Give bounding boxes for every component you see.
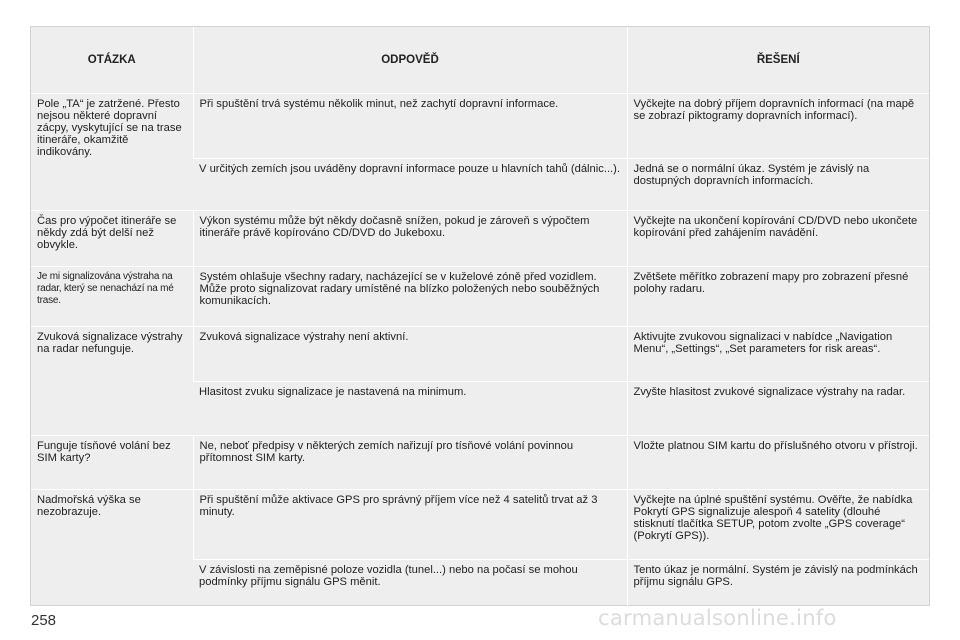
solution-cell: Zvyšte hlasitost zvukové signalizace výstrahy na radar. [627, 382, 929, 436]
question-cell: Funguje tísňové volání bez SIM karty? [31, 436, 193, 490]
solution-cell: Vyčkejte na úplné spuštění systému. Ověřte, že nabídka Pokrytí GPS signalizuje alespoň 4 satelity (dlouhé stisknutí tlačítka SETUP, potom zvolte „GPS coverage“ (Pokrytí GPS)). [627, 490, 929, 560]
answer-cell: V určitých zemích jsou uváděny dopravní informace pouze u hlavních tahů (dálnic...). [193, 159, 627, 211]
header-question: OTÁZKA [31, 27, 193, 94]
answer-cell: Při spuštění trvá systému několik minut, než zachytí dopravní informace. [193, 94, 627, 159]
faq-table [31, 27, 929, 616]
header-solution: ŘEŠENÍ [627, 27, 929, 94]
table-row [31, 94, 929, 159]
solution-cell: Zvětšete měřítko zobrazení mapy pro zobrazení přesné polohy radaru. [627, 267, 929, 327]
table-row [31, 327, 929, 382]
solution-cell: Tento úkaz je normální. Systém je závislý na podmínkách příjmu signálu GPS. [627, 560, 929, 616]
question-cell: Zvuková signalizace výstrahy na radar nefunguje. [31, 327, 193, 436]
solution-cell: Aktivujte zvukovou signalizaci v nabídce „Navigation Menu“, „Settings“, „Set parameters for risk areas“. [627, 327, 929, 382]
answer-cell: Ne, neboť předpisy v některých zemích nařizují pro tísňové volání povinnou přítomnost SIM karty. [193, 436, 627, 490]
header-answer: ODPOVĚĎ [193, 27, 627, 94]
answer-cell: Systém ohlašuje všechny radary, nacházející se v kuželové zóně před vozidlem. Může proto signalizovat radary umístěné na blízko položených nebo souběžných komunikacích. [193, 267, 627, 327]
question-cell: Nadmořská výška se nezobrazuje. [31, 490, 193, 616]
header-row [31, 27, 929, 94]
faq-table-container [30, 26, 930, 606]
answer-cell: V závislosti na zeměpisné poloze vozidla (tunel...) nebo na počasí se mohou podmínky příjmu signálu GPS měnit. [193, 560, 627, 616]
question-cell: Pole „TA“ je zatržené. Přesto nejsou některé dopravní zácpy, vyskytující se na trase itineráře, okamžitě indikovány. [31, 94, 193, 211]
answer-cell: Výkon systému může být někdy dočasně snížen, pokud je zároveň s výpočtem itineráře právě kopírováno CD/DVD do Jukeboxu. [193, 211, 627, 267]
table-row [31, 490, 929, 560]
question-cell: Čas pro výpočet itineráře se někdy zdá být delší než obvykle. [31, 211, 193, 267]
watermark: carmanualsonline.info [598, 606, 837, 630]
table-row [31, 436, 929, 490]
question-cell: Je mi signalizována výstraha na radar, který se nenachází na mé trase. [31, 267, 193, 327]
answer-cell: Zvuková signalizace výstrahy není aktivní. [193, 327, 627, 382]
answer-cell: Hlasitost zvuku signalizace je nastavená na minimum. [193, 382, 627, 436]
page-number: 258 [31, 612, 57, 629]
solution-cell: Vyčkejte na ukončení kopírování CD/DVD nebo ukončete kopírování před zahájením navádění. [627, 211, 929, 267]
solution-cell: Vyčkejte na dobrý příjem dopravních informací (na mapě se zobrazí piktogramy dopravních informací). [627, 94, 929, 159]
table-row [31, 267, 929, 327]
solution-cell: Vložte platnou SIM kartu do příslušného otvoru v přístroji. [627, 436, 929, 490]
answer-cell: Při spuštění může aktivace GPS pro správný příjem více než 4 satelitů trvat až 3 minuty. [193, 490, 627, 560]
table-row [31, 211, 929, 267]
solution-cell: Jedná se o normální úkaz. Systém je závislý na dostupných dopravních informacích. [627, 159, 929, 211]
